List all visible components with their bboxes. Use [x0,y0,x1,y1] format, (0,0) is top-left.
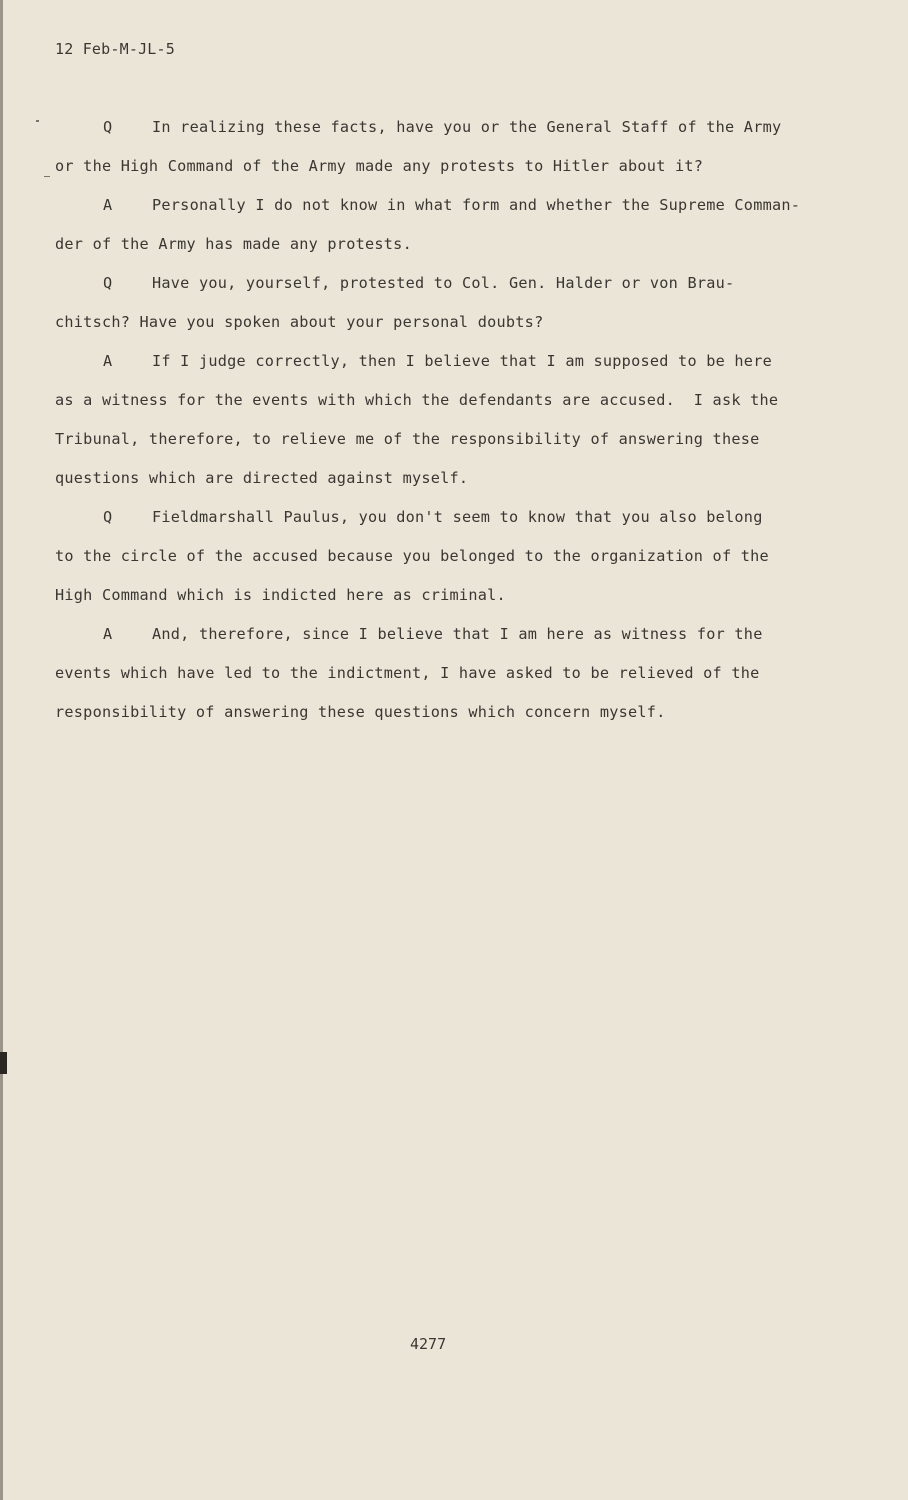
transcript-line [55,430,760,448]
document-reference: 12 Feb-M-JL-5 [55,40,175,58]
transcript-line [55,313,543,331]
speaker-marker: Q [103,118,113,136]
line-text: Fieldmarshall Paulus, you don't seem to know that you also belong [152,508,763,526]
line-text: or the High Command of the Army made any protests to Hitler about it? [55,157,704,175]
transcript-line [55,703,666,721]
transcript-line [55,547,769,565]
line-text: Have you, yourself, protested to Col. Gen. Halder or von Brau- [152,274,735,292]
line-text: as a witness for the events with which the defendants are accused. I ask the [55,391,779,409]
transcript-line [55,664,760,682]
transcript-line [55,235,412,253]
page-number: 4277 [410,1335,447,1353]
line-text: If I judge correctly, then I believe that I am supposed to be here [152,352,772,370]
transcript-line [55,352,772,370]
transcript-line [55,625,763,643]
transcript-line [55,469,468,487]
line-text: responsibility of answering these questions which concern myself. [55,703,666,721]
speaker-marker: A [103,625,113,643]
line-text: events which have led to the indictment, I have asked to be relieved of the [55,664,760,682]
line-text: In realizing these facts, have you or the General Staff of the Army [152,118,782,136]
transcript-line [55,118,781,136]
paper-speck [36,120,39,122]
line-text: And, therefore, since I believe that I am here as witness for the [152,625,763,643]
transcript-line [55,391,778,409]
speaker-marker: Q [103,274,113,292]
line-text: chitsch? Have you spoken about your personal doubts? [55,313,544,331]
line-text: der of the Army has made any protests. [55,235,412,253]
line-text: Tribunal, therefore, to relieve me of the responsibility of answering these [55,430,760,448]
line-text: questions which are directed against myself. [55,469,469,487]
line-text: High Command which is indicted here as criminal. [55,586,506,604]
transcript-line [55,508,763,526]
speaker-marker: A [103,352,113,370]
paper-speck [44,176,50,177]
speaker-marker: A [103,196,113,214]
transcript-line [55,586,506,604]
transcript-line [55,196,800,214]
line-text: Personally I do not know in what form and whether the Supreme Comman- [152,196,801,214]
page-edge-shadow [0,0,3,1500]
line-text: to the circle of the accused because you belonged to the organization of the [55,547,769,565]
transcript-line [55,157,703,175]
transcript-line [55,274,734,292]
speaker-marker: Q [103,508,113,526]
page-edge-notch [0,1052,7,1074]
